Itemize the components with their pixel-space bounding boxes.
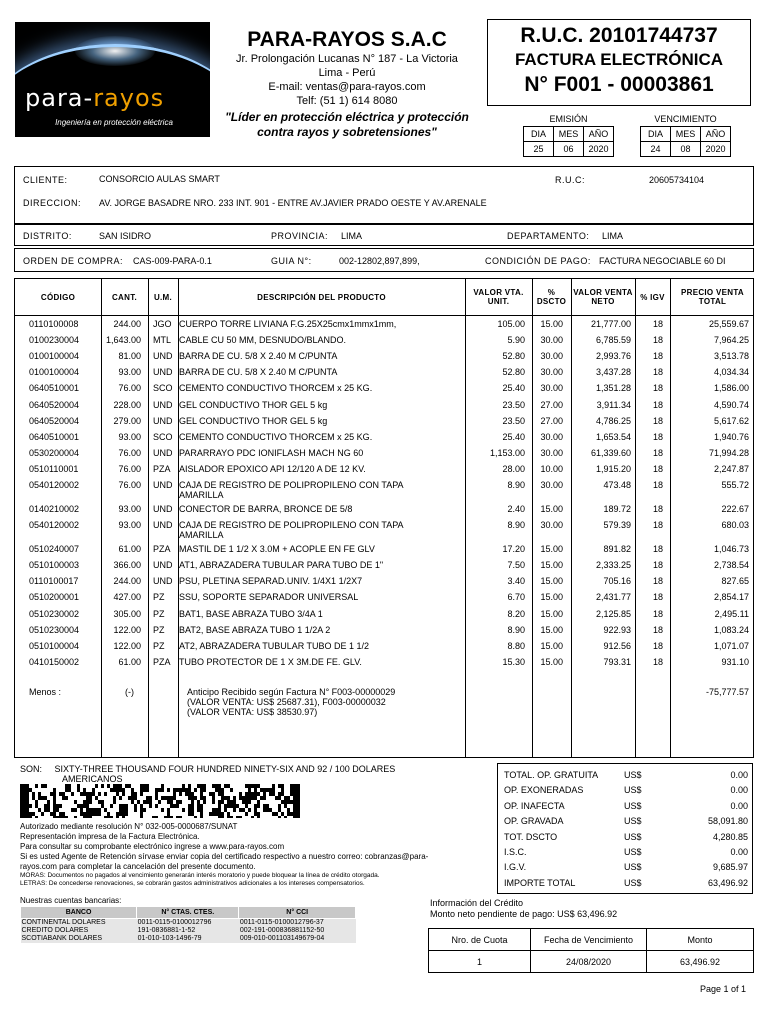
document-number: N° F001 - 00003861: [524, 73, 714, 96]
col-dscto: % DSCTO: [536, 288, 567, 306]
direccion-label: DIRECCION:: [23, 198, 82, 208]
item-code: 0140210002: [29, 504, 80, 514]
item-total: 931.10: [721, 656, 749, 667]
guia-value: 002-12802,897,899,: [339, 256, 420, 266]
item-total: 25,559.67: [708, 319, 749, 329]
totals-currency: US$: [624, 785, 642, 796]
ruc-value: 20605734104: [649, 175, 705, 185]
condicion-label: CONDICIÓN DE PAGO:: [485, 256, 591, 266]
item-unit-value: 23.50: [502, 399, 525, 410]
ruc-box: [487, 19, 751, 106]
item-um: JGO: [153, 319, 172, 329]
provincia-label: PROVINCIA:: [271, 231, 329, 241]
item-discount: 30.00: [540, 367, 563, 378]
item-qty: 122.00: [113, 640, 141, 651]
item-qty: 93.00: [118, 431, 141, 442]
ruc-label: R.U.C:: [555, 175, 585, 185]
item-description: SSU, SOPORTE SEPARADOR UNIVERSAL: [179, 592, 359, 603]
item-discount: 27.00: [540, 399, 563, 410]
item-description: TUBO PROTECTOR DE 1 X 3M.DE FE. GLV.: [179, 656, 362, 667]
totals-value: 63,496.92: [707, 877, 748, 888]
item-igv: 18: [652, 463, 663, 474]
item-igv: 18: [652, 367, 663, 378]
orden-label: ORDEN DE COMPRA:: [23, 256, 124, 266]
item-qty: 76.00: [118, 383, 141, 394]
item-code: 0510110001: [29, 463, 79, 474]
company-address-2: Lima - Perú: [318, 67, 376, 79]
totals-currency: US$: [624, 770, 642, 780]
item-total: 680.03: [721, 520, 749, 531]
totals-value: 0.00: [730, 800, 748, 811]
item-net-value: 922.93: [603, 624, 631, 635]
item-qty: 61.00: [118, 656, 141, 667]
item-code: 0530200004: [29, 447, 80, 458]
item-total: 3,513.78: [713, 351, 749, 362]
item-qty: 427.00: [113, 592, 141, 603]
totals-currency: US$: [624, 831, 642, 842]
item-code: 0640520004: [29, 415, 80, 426]
item-qty: 76.00: [118, 480, 141, 490]
item-code: 0510200001: [29, 592, 80, 603]
item-description: AT2, ABRAZADERA TUBULAR TUBO DE 1 1/2: [179, 640, 370, 651]
item-total: 827.65: [721, 576, 749, 587]
item-igv: 18: [652, 335, 663, 346]
item-unit-value: 17.20: [502, 544, 525, 555]
item-discount: 15.00: [540, 608, 563, 619]
item-discount: 10.00: [540, 463, 563, 474]
item-um: PZ: [153, 640, 165, 651]
totals-value: 0.00: [730, 770, 748, 780]
item-description: CABLE CU 50 MM, DESNUDO/BLANDO.: [179, 335, 347, 346]
item-net-value: 2,993.76: [595, 351, 631, 362]
banks-table: BANCO N° CTAS. CTES. N° CCI CONTINENTAL DOLARES CREDITO DOLARES SCOTIABANK DOLARES 0011-0115-0100012796 191-0836881-1-52 01-010-103-1496-79 0011-0115-0100012796-37 002-191-000836881152-50 009-010-001103149679-04: [20, 906, 356, 943]
item-net-value: 579.39: [603, 520, 631, 531]
item-description: AT1, ABRAZADERA TUBULAR PARA TUBO DE 1": [179, 560, 384, 571]
item-code: 0640520004: [29, 399, 80, 410]
installments-table: Nro. de Cuota Fecha de Vencimiento Monto 1 24/08/2020 63,496.92: [428, 928, 754, 973]
item-um: UND: [153, 560, 173, 571]
company-address-1: Jr. Prolongación Lucanas N° 187 - La Victoria: [236, 53, 458, 65]
item-total: 2,247.87: [713, 463, 749, 474]
item-net-value: 473.48: [603, 480, 631, 490]
item-unit-value: 6.70: [507, 592, 525, 603]
item-qty: 81.00: [118, 351, 141, 362]
item-code: 0100100004: [29, 367, 80, 378]
company-phone: Telf: (51 1) 614 8080: [296, 95, 398, 107]
item-unit-value: 1,153.00: [489, 447, 525, 458]
item-discount: 30.00: [540, 520, 563, 531]
item-um: UND: [153, 504, 173, 514]
col-desc: DESCRIPCIÓN DEL PRODUCTO: [257, 292, 386, 302]
totals-box: [497, 763, 753, 894]
item-unit-value: 25.40: [502, 383, 525, 394]
cliente-label: CLIENTE:: [23, 175, 68, 185]
item-net-value: 2,125.85: [595, 608, 631, 619]
item-igv: 18: [652, 520, 663, 531]
ruc-number: R.U.C. 20101744737: [520, 24, 718, 47]
company-email: E-mail: ventas@para-rayos.com: [268, 81, 426, 93]
item-qty: 76.00: [118, 447, 141, 458]
item-total: 1,046.73: [713, 544, 749, 555]
col-um: U.M.: [153, 292, 173, 302]
item-discount: 30.00: [540, 480, 563, 490]
item-code: 0640510001: [29, 383, 80, 394]
credit-info: Información del Crédito Monto neto pendiente de pago: US$ 63,496.92: [430, 898, 618, 919]
item-total: 1,083.24: [713, 624, 749, 635]
logo-tagline: Ingeniería en protección eléctrica: [55, 118, 173, 127]
item-total: 2,854.17: [713, 592, 749, 603]
item-discount: 15.00: [540, 319, 563, 329]
item-igv: 18: [652, 431, 663, 442]
item-code: 0640510001: [29, 431, 80, 442]
item-net-value: 891.82: [603, 544, 631, 555]
item-code: 0410150002: [29, 656, 80, 667]
item-unit-value: 3.40: [507, 576, 525, 587]
item-um: SCO: [153, 431, 173, 442]
item-um: UND: [153, 576, 173, 587]
totals-row: [504, 878, 748, 893]
item-igv: 18: [652, 504, 663, 514]
totals-label: OP. INAFECTA: [504, 800, 565, 811]
item-um: MTL: [153, 335, 171, 346]
item-net-value: 3,911.34: [596, 399, 631, 410]
provincia-value: LIMA: [341, 231, 363, 241]
item-igv: 18: [652, 560, 663, 571]
item-discount: 15.00: [540, 624, 563, 635]
items-table: [14, 278, 754, 758]
item-description: CEMENTO CONDUCTIVO THORCEM x 25 KG.: [179, 431, 373, 442]
location-box: [14, 224, 754, 246]
item-discount: 15.00: [540, 560, 563, 571]
item-igv: 18: [652, 624, 663, 635]
item-description: CAJA DE REGISTRO DE POLIPROPILENO CON TAPA AMARILLA: [179, 480, 404, 500]
guia-label: GUIA N°:: [271, 256, 312, 266]
totals-label: OP. GRAVADA: [504, 816, 564, 827]
item-description: GEL CONDUCTIVO THOR GEL 5 kg: [179, 415, 328, 426]
item-discount: 15.00: [540, 640, 563, 651]
item-description: PARARRAYO PDC IONIFLASH MACH NG 60: [179, 447, 364, 458]
distrito-label: DISTRITO:: [23, 231, 72, 241]
totals-label: OP. EXONERADAS: [504, 785, 584, 796]
col-pvt: PRECIO VENTA TOTAL: [680, 288, 744, 306]
totals-value: 9,685.97: [712, 862, 748, 873]
item-unit-value: 8.90: [507, 624, 525, 635]
item-discount: 15.00: [540, 656, 563, 667]
item-discount: 30.00: [540, 447, 563, 458]
item-total: 7,964.25: [713, 335, 749, 346]
col-vvn: VALOR VENTA NETO: [573, 288, 633, 306]
item-um: SCO: [153, 383, 173, 394]
item-description: CEMENTO CONDUCTIVO THORCEM x 25 KG.: [179, 383, 373, 394]
departamento-label: DEPARTAMENTO:: [507, 231, 590, 241]
item-total: 4,590.74: [713, 399, 749, 410]
item-discount: 15.00: [540, 504, 563, 514]
item-discount: 15.00: [540, 576, 563, 587]
totals-row: [504, 770, 748, 785]
item-unit-value: 8.90: [507, 480, 525, 490]
item-total: 1,071.07: [713, 640, 749, 651]
item-code: 0100100004: [29, 351, 80, 362]
vencimiento-date: VENCIMIENTO DIA MES AÑO 24 08 2020: [640, 114, 731, 157]
item-net-value: 2,333.25: [595, 560, 631, 571]
cliente-value: CONSORCIO AULAS SMART: [99, 174, 220, 184]
item-unit-value: 8.80: [507, 640, 525, 651]
item-code: 0110100017: [29, 576, 79, 587]
condicion-value: FACTURA NEGOCIABLE 60 DI: [599, 256, 726, 266]
item-um: PZ: [153, 608, 165, 619]
item-igv: 18: [652, 608, 663, 619]
item-description: GEL CONDUCTIVO THOR GEL 5 kg: [179, 399, 328, 410]
totals-label: I.G.V.: [504, 862, 527, 873]
item-igv: 18: [652, 351, 663, 362]
client-box: [14, 166, 754, 224]
item-qty: 244.00: [113, 576, 141, 587]
item-description: PSU, PLETINA SEPARAD.UNIV. 1/4X1 1/2X7: [179, 576, 363, 587]
item-code: 0510230004: [29, 624, 80, 635]
totals-currency: US$: [624, 877, 642, 888]
menos-amount: -75,777.57: [705, 687, 749, 697]
totals-currency: US$: [624, 862, 642, 873]
item-unit-value: 7.50: [507, 560, 525, 571]
totals-row: [504, 785, 748, 800]
menos-label: Menos :: [29, 687, 62, 697]
item-description: MASTIL DE 1 1/2 X 3.0M + ACOPLE EN FE GLV: [179, 544, 375, 555]
item-unit-value: 8.20: [507, 608, 525, 619]
item-code: 0510230002: [29, 608, 80, 619]
item-unit-value: 52.80: [502, 351, 525, 362]
item-igv: 18: [652, 399, 663, 410]
item-qty: 366.00: [113, 560, 141, 571]
item-discount: 27.00: [540, 415, 563, 426]
totals-label: TOTAL. OP. GRATUITA: [504, 770, 599, 780]
item-net-value: 2,431.77: [595, 592, 631, 603]
totals-value: 58,091.80: [707, 816, 748, 827]
item-description: BARRA DE CU. 5/8 X 2.40 M C/PUNTA: [179, 367, 338, 378]
document-type: FACTURA ELECTRÓNICA: [514, 50, 724, 69]
item-unit-value: 23.50: [502, 415, 525, 426]
item-unit-value: 28.00: [502, 463, 525, 474]
item-igv: 18: [652, 592, 663, 603]
col-igv: % IGV: [640, 292, 665, 302]
departamento-value: LIMA: [602, 231, 624, 241]
item-um: UND: [153, 351, 173, 362]
col-cant: CANT.: [111, 292, 138, 302]
item-qty: 122.00: [113, 624, 141, 635]
item-igv: 18: [652, 447, 663, 458]
item-discount: 15.00: [540, 592, 563, 603]
item-qty: 76.00: [118, 463, 141, 474]
item-code: 0510240007: [29, 544, 80, 555]
item-unit-value: 2.40: [507, 504, 525, 514]
item-qty: 279.00: [113, 415, 141, 426]
totals-value: 0.00: [730, 785, 748, 796]
totals-row: [504, 847, 748, 862]
item-code: 0110100008: [29, 319, 79, 329]
item-unit-value: 105.00: [497, 319, 525, 329]
item-unit-value: 5.90: [507, 335, 525, 346]
item-igv: 18: [652, 544, 663, 555]
item-net-value: 793.31: [603, 656, 631, 667]
item-um: PZA: [153, 656, 171, 667]
item-qty: 93.00: [118, 504, 141, 514]
banks-title: Nuestras cuentas bancarias:: [20, 896, 122, 905]
amount-in-words: SON: SIXTY-THREE THOUSAND FOUR HUNDRED NINETY-SIX AND 92 / 100 DOLARES AMERICANOS: [20, 764, 396, 784]
item-um: UND: [153, 415, 173, 426]
item-net-value: 6,785.59: [595, 335, 631, 346]
item-qty: 93.00: [118, 520, 141, 531]
item-um: UND: [153, 480, 173, 490]
item-um: UND: [153, 399, 173, 410]
item-net-value: 1,351.28: [595, 383, 631, 394]
orden-value: CAS-009-PARA-0.1: [133, 256, 212, 266]
item-discount: 30.00: [540, 383, 563, 394]
item-code: 0540120002: [29, 520, 80, 531]
totals-currency: US$: [624, 816, 642, 827]
totals-value: 0.00: [730, 847, 748, 857]
item-qty: 93.00: [118, 367, 141, 378]
item-net-value: 1,915.20: [595, 463, 631, 474]
col-vvu: VALOR VTA. UNIT.: [473, 288, 524, 306]
company-motto: "Líder en protección eléctrica y protección contra rayos y sobretensiones": [225, 110, 469, 139]
item-code: 0510100003: [29, 560, 80, 571]
distrito-value: SAN ISIDRO: [99, 231, 152, 241]
item-qty: 61.00: [118, 544, 141, 555]
pdf417-barcode: [20, 784, 300, 818]
item-um: UND: [153, 367, 173, 378]
item-discount: 30.00: [540, 335, 563, 346]
logo-brand: para-rayos: [25, 84, 165, 112]
item-igv: 18: [652, 640, 663, 651]
item-unit-value: 52.80: [502, 367, 525, 378]
item-total: 2,495.11: [714, 608, 749, 619]
item-unit-value: 8.90: [507, 520, 525, 531]
totals-label: IMPORTE TOTAL: [504, 877, 576, 888]
item-igv: 18: [652, 319, 663, 329]
totals-label: I.S.C.: [504, 847, 527, 857]
item-total: 222.67: [721, 504, 749, 514]
item-unit-value: 15.30: [502, 656, 525, 667]
item-igv: 18: [652, 415, 663, 426]
item-description: BARRA DE CU. 5/8 X 2.40 M C/PUNTA: [179, 351, 338, 362]
item-net-value: 21,777.00: [590, 319, 631, 329]
item-um: PZA: [153, 463, 171, 474]
item-total: 2,738.54: [713, 560, 749, 571]
item-code: 0540120002: [29, 480, 80, 490]
menos-qty: (-): [125, 687, 134, 697]
item-discount: 15.00: [540, 544, 563, 555]
item-description: AISLADOR EPOXICO API 12/120 A DE 12 KV.: [179, 463, 366, 474]
order-box: [14, 248, 754, 272]
item-net-value: 4,786.25: [595, 415, 631, 426]
item-discount: 30.00: [540, 351, 563, 362]
item-net-value: 3,437.28: [595, 367, 631, 378]
emision-date: EMISIÓN DIA MES AÑO 25 06 2020: [523, 114, 614, 157]
company-logo: [15, 22, 210, 137]
item-code: 0100230004: [29, 335, 80, 346]
menos-desc: Anticipo Recibido según Factura N° F003-00000029 (VALOR VENTA: US$ 25687.31), F003-00000032 (VALOR VENTA: US$ 38530.97): [187, 687, 396, 717]
item-net-value: 1,653.54: [595, 431, 631, 442]
item-igv: 18: [652, 383, 663, 394]
totals-row: [504, 832, 748, 847]
item-total: 4,034.34: [713, 367, 749, 378]
totals-label: TOT. DSCTO: [504, 831, 558, 842]
item-description: CAJA DE REGISTRO DE POLIPROPILENO CON TAPA AMARILLA: [179, 520, 404, 541]
company-info: [212, 28, 482, 140]
item-description: CONECTOR DE BARRA, BRONCE DE 5/8: [179, 504, 353, 514]
direccion-value: AV. JORGE BASADRE NRO. 233 INT. 901 - ENTRE AV.JAVIER PRADO OESTE Y AV.ARENALE: [99, 198, 487, 208]
item-um: UND: [153, 520, 173, 531]
item-net-value: 912.56: [603, 640, 631, 651]
totals-row: [504, 816, 748, 831]
item-description: CUERPO TORRE LIVIANA F.G.25X25cmx1mmx1mm,: [179, 319, 397, 329]
item-qty: 244.00: [113, 319, 141, 329]
item-discount: 30.00: [540, 431, 563, 442]
item-description: BAT1, BASE ABRAZA TUBO 3/4A 1: [179, 608, 323, 619]
item-igv: 18: [652, 656, 663, 667]
item-total: 555.72: [721, 480, 749, 490]
item-net-value: 705.16: [603, 576, 631, 587]
totals-value: 4,280.85: [712, 831, 748, 842]
totals-currency: US$: [624, 847, 642, 857]
item-code: 0510100004: [29, 640, 80, 651]
item-igv: 18: [652, 576, 663, 587]
item-igv: 18: [652, 480, 663, 490]
item-total: 1,940.76: [713, 431, 749, 442]
item-total: 1,586.00: [713, 383, 749, 394]
col-codigo: CÓDIGO: [40, 292, 76, 302]
item-um: PZ: [153, 592, 165, 603]
item-qty: 305.00: [113, 608, 141, 619]
authorization-text: Autorizado mediante resolución N° 032-005-0000687/SUNAT Representación impresa de la Factura Electrónica. Para consultar su comprobante electrónico ingrese a www.para-rayos.com Si es usted Agente de Retención sírvase enviar copia del certificado respectivo a nuestro correo: cobranzas@para- rayos.com para completar la cancelación del presente documento. MORAS: Documentos no pagados al vencimiento generarán interés moratorio y puede bloquear la línea de crédito otorgada. LETRAS: De concederse renovaciones, se cobrarán gastos administrativos adicionales a los intereses compensatorios.: [20, 822, 429, 887]
item-um: UND: [153, 447, 173, 458]
item-qty: 1,643.00: [105, 335, 141, 346]
company-name: PARA-RAYOS S.A.C: [247, 28, 447, 51]
item-description: BAT2, BASE ABRAZA TUBO 1 1/2A 2: [179, 624, 331, 635]
item-unit-value: 25.40: [502, 431, 525, 442]
item-total: 5,617.62: [713, 415, 749, 426]
item-um: PZ: [153, 624, 165, 635]
item-net-value: 61,339.60: [590, 447, 631, 458]
totals-row: [504, 801, 748, 816]
item-um: PZA: [153, 544, 171, 555]
item-qty: 228.00: [113, 399, 141, 410]
page-number: Page 1 of 1: [699, 984, 746, 994]
totals-currency: US$: [624, 800, 642, 811]
item-net-value: 189.72: [603, 504, 631, 514]
item-total: 71,994.28: [708, 447, 749, 458]
totals-row: [504, 862, 748, 877]
